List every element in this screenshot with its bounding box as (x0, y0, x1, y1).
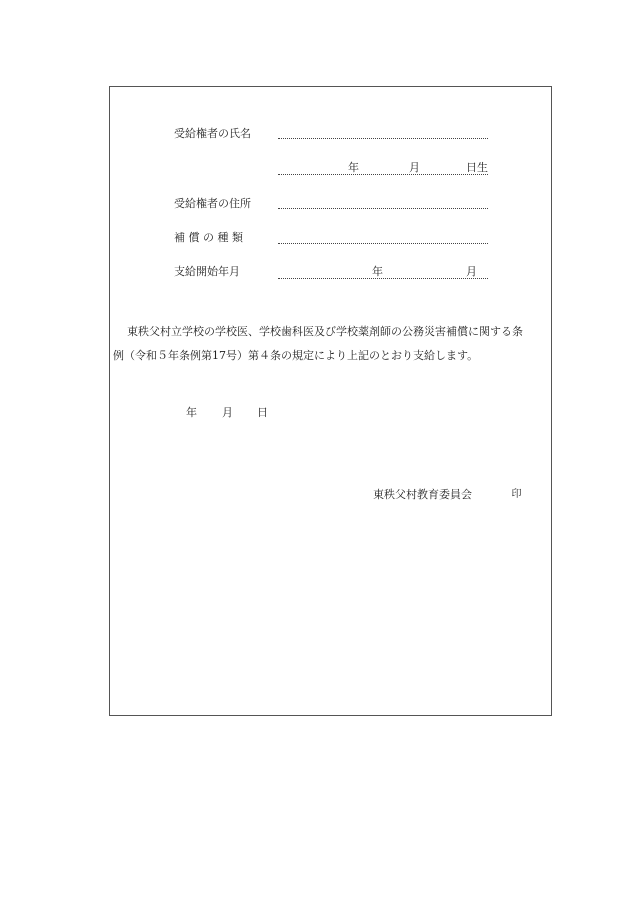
statement-line-2: 例（令和５年条例第17号）第４条の規定により上記のとおり支給します。 (113, 349, 479, 362)
birthdate-month-label: 月 (409, 161, 420, 174)
compensation-type-label: 補 償 の 種 類 (174, 231, 243, 244)
date-day-label: 日 (257, 406, 268, 419)
payment-start-field[interactable] (278, 278, 488, 279)
statement-line-1: 東秩父村立学校の学校医、学校歯科医及び学校薬剤師の公務災害補償に関する条 (127, 325, 523, 338)
birthdate-day-label: 日生 (466, 161, 488, 174)
recipient-address-field[interactable] (278, 208, 488, 209)
date-month-label: 月 (222, 406, 233, 419)
issuer-name: 東秩父村教育委員会 (373, 488, 472, 501)
compensation-type-field[interactable] (278, 243, 488, 244)
seal-mark: 印 (511, 489, 522, 500)
payment-start-label: 支給開始年月 (174, 265, 240, 278)
recipient-name-label: 受給権者の氏名 (174, 127, 251, 140)
payment-start-year-label: 年 (372, 265, 383, 278)
form-frame (109, 86, 552, 716)
date-year-label: 年 (186, 406, 197, 419)
recipient-address-label: 受給権者の住所 (174, 197, 251, 210)
payment-start-month-label: 月 (466, 265, 477, 278)
recipient-name-field[interactable] (278, 138, 488, 139)
birthdate-year-label: 年 (348, 161, 359, 174)
birthdate-field[interactable] (278, 174, 488, 175)
